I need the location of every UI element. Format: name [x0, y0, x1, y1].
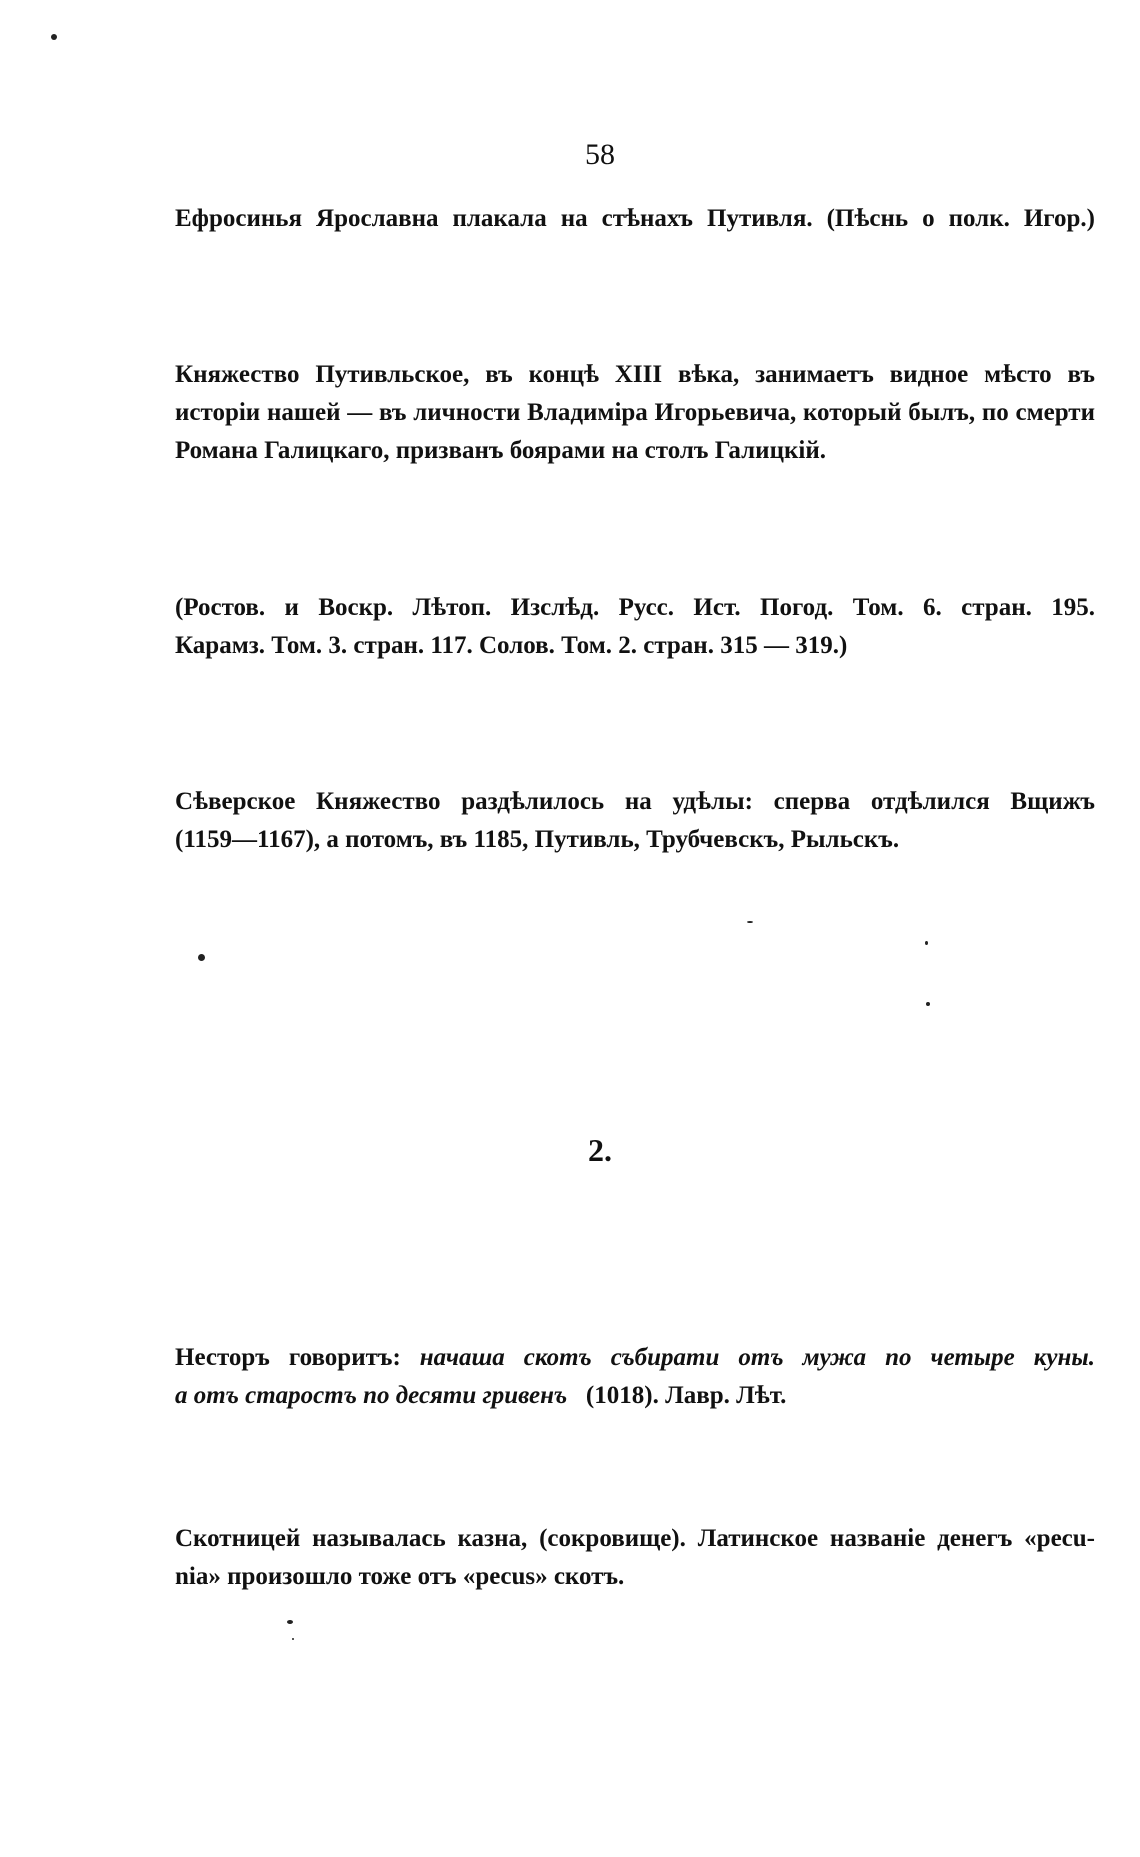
note-sources	[175, 589, 1095, 665]
scan-speck	[292, 1638, 294, 1640]
text-line: Ефросинья Ярославна плакала на стѣнахъ Путивля. (Пѣснь о полк. Игор.)	[175, 205, 1095, 232]
nestor-suffix: (1018). Лавр. Лѣт.	[585, 1382, 787, 1409]
text-line: (Ростов. и Воскр. Лѣтоп. Изслѣд. Русс. Ист. Погод. Том. 6. стран. 195.	[175, 594, 1095, 621]
note-yaroslavna	[175, 200, 1095, 238]
nestor-quote: начаша скотъ събирати отъ мужа по четыре куны.	[419, 1344, 1095, 1371]
scan-speck	[198, 954, 205, 961]
scan-speck	[926, 1002, 930, 1006]
text-line	[175, 1377, 1095, 1415]
scan-speck	[51, 34, 57, 40]
note-treasury	[175, 1520, 1095, 1596]
text-line: nia» произошло тоже отъ «pecus» скотъ.	[175, 1563, 625, 1590]
scan-speck	[925, 941, 928, 945]
text-line: исторіи нашей — въ личности Владиміра Игорьевича, который былъ, по смерти	[175, 399, 1095, 426]
text-line: Княжество Путивльское, въ концѣ XIII вѣка, занимаетъ видное мѣсто въ	[175, 361, 1095, 388]
text-line: Скотницей называлась казна, (сокровище). Латинское названіе денегъ «pecu-	[175, 1525, 1095, 1552]
note-putivl-principality	[175, 356, 1095, 470]
page-number: 58	[585, 138, 615, 171]
text-line: Сѣверское Княжество раздѣлилось на удѣлы: сперва отдѣлился Вщижъ	[175, 788, 1095, 815]
scan-speck	[287, 1620, 293, 1624]
text-line: Карамз. Том. 3. стран. 117. Солов. Том. 2. стран. 315 — 319.)	[175, 632, 848, 659]
text-line	[175, 1339, 1095, 1377]
note-seversk-principality	[175, 783, 1095, 859]
text-line: (1159—1167), а потомъ, въ 1185, Путивль, Трубчевскъ, Рыльскъ.	[175, 826, 900, 853]
scan-speck	[747, 921, 753, 923]
text-line: Романа Галицкаго, призванъ боярами на столъ Галицкій.	[175, 437, 826, 464]
section-number: 2.	[588, 1132, 612, 1168]
note-nestor	[175, 1339, 1095, 1415]
nestor-prefix: Несторъ говоритъ:	[175, 1344, 401, 1371]
nestor-quote-cont: а отъ старостъ по десяти гривенъ	[175, 1382, 568, 1409]
